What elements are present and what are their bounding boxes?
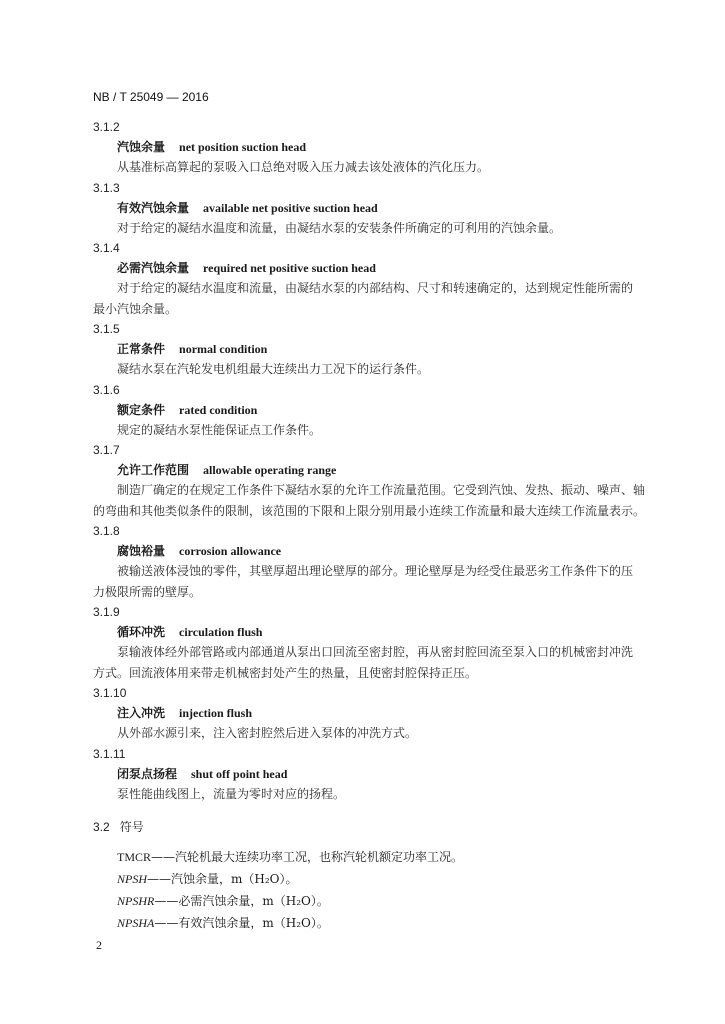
term-chinese: 注入冲洗 — [117, 706, 166, 720]
term-english: injection flush — [179, 706, 253, 720]
clause-number: 3.1.6 — [93, 382, 120, 397]
term-entry — [93, 380, 673, 441]
term-chinese: 允许工作范围 — [117, 463, 190, 477]
term-entry — [93, 440, 673, 521]
term-entry — [93, 521, 673, 602]
term-title — [93, 198, 673, 218]
definition-line: 的弯曲和其他类似条件的限制，该范围的下限和上限分别用最小连续工作流量和最大连续工作流量表示。 — [93, 503, 646, 518]
term-title — [93, 622, 673, 642]
term-entry — [93, 683, 673, 744]
definition-line: 对于给定的凝结水温度和流量，由凝结水泵的内部结构、尺寸和转速确定的，达到规定性能所需的 — [117, 281, 634, 295]
term-entry — [93, 602, 673, 683]
section-title: 符号 — [119, 820, 144, 834]
term-definition — [93, 480, 673, 521]
term-english: circulation flush — [179, 625, 263, 639]
clause-number: 3.1.8 — [93, 524, 120, 538]
symbol-abbreviation: NPSHA — [117, 916, 155, 930]
symbol-item — [117, 912, 677, 934]
definition-line: 最小汽蚀余量。 — [93, 301, 178, 316]
clause-number: 3.1.7 — [93, 443, 120, 457]
term-title — [93, 703, 673, 723]
symbol-abbreviation: TMCR — [117, 850, 152, 864]
term-definition — [93, 642, 673, 683]
symbol-description: ——必需汽蚀余量，m（H₂O）。 — [154, 894, 329, 908]
definition-line: 泵性能曲线图上，流量为零时对应的扬程。 — [117, 786, 346, 801]
term-english: available net positive suction head — [203, 200, 378, 215]
clause-number: 3.1.4 — [93, 241, 120, 255]
term-title — [93, 137, 673, 157]
symbol-item — [117, 890, 677, 912]
symbol-abbreviation: NPSH — [117, 872, 147, 886]
clause-number: 3.1.5 — [93, 322, 120, 336]
term-title — [93, 339, 673, 359]
definition-line: 泵输液体经外部管路或内部通道从泵出口回流至密封腔，再从密封腔回流至泵入口的机械密封冲洗 — [117, 645, 634, 659]
symbol-item — [117, 868, 677, 890]
term-definition — [93, 157, 673, 178]
definition-line: 凝结水泵在汽轮发电机组最大连续出力工况下的运行条件。 — [117, 362, 430, 376]
term-title — [93, 541, 673, 561]
term-title — [93, 258, 673, 278]
definition-line: 规定的凝结水泵性能保证点工作条件。 — [117, 422, 322, 437]
standard-number-header: NB / T 25049 — 2016 — [93, 90, 209, 104]
term-definition — [93, 561, 673, 602]
term-title — [93, 460, 673, 480]
section-number: 3.2 — [93, 820, 110, 834]
term-english: required net positive suction head — [203, 261, 376, 275]
section-heading — [93, 818, 144, 835]
symbol-description: ——汽轮机最大连续功率工况，也称汽轮机额定功率工况。 — [151, 850, 464, 864]
symbol-abbreviation: NPSHR — [117, 894, 155, 908]
term-definition — [93, 278, 673, 319]
definition-line: 方式。回流液体用来带走机械密封处产生的热量，且使密封腔保持正压。 — [93, 665, 478, 680]
term-definition — [93, 420, 673, 441]
definition-line: 力极限所需的壁厚。 — [93, 584, 202, 599]
term-entry — [93, 117, 673, 178]
definition-line: 制造厂确定的在规定工作条件下凝结水泵的允许工作流量范围。它受到汽蚀、发热、振动、噪声、轴 — [117, 483, 646, 497]
term-definition — [93, 218, 673, 239]
term-entry — [93, 319, 673, 380]
clause-number: 3.1.11 — [93, 746, 126, 761]
term-entry — [93, 744, 673, 805]
clause-number: 3.1.3 — [93, 180, 120, 195]
clause-number: 3.1.10 — [93, 686, 127, 700]
definition-line: 被输送液体浸蚀的零件，其壁厚超出理论壁厚的部分。理论壁厚是为经受住最恶劣工作条件下的压 — [117, 564, 634, 578]
clause-number: 3.1.9 — [93, 605, 120, 619]
term-english: corrosion allowance — [179, 544, 282, 558]
symbol-item — [117, 846, 677, 868]
page-number: 2 — [96, 938, 102, 952]
term-english: shut off point head — [191, 766, 288, 781]
term-entry — [93, 178, 673, 239]
definition-line: 从外部水源引来，注入密封腔然后进入泵体的冲洗方式。 — [117, 726, 418, 740]
term-english: allowable operating range — [203, 463, 337, 477]
term-chinese: 额定条件 — [117, 402, 166, 417]
term-chinese: 有效汽蚀余量 — [117, 200, 190, 215]
term-definition — [93, 784, 673, 805]
clause-number: 3.1.2 — [93, 120, 120, 134]
term-english: net position suction head — [179, 140, 307, 154]
term-english: normal condition — [179, 342, 268, 356]
term-title — [93, 400, 673, 420]
term-definitions — [93, 117, 673, 804]
definition-line: 对于给定的凝结水温度和流量，由凝结水泵的安装条件所确定的可利用的汽蚀余量。 — [117, 220, 562, 235]
term-title — [93, 764, 673, 784]
term-chinese: 正常条件 — [117, 342, 166, 356]
definition-line: 从基准标高算起的泵吸入口总绝对吸入压力减去该处液体的汽化压力。 — [117, 160, 490, 174]
symbol-description: ——汽蚀余量，m（H₂O）。 — [147, 872, 298, 886]
term-definition — [93, 359, 673, 380]
term-chinese: 必需汽蚀余量 — [117, 261, 190, 275]
term-entry — [93, 238, 673, 319]
term-chinese: 汽蚀余量 — [117, 140, 166, 154]
symbol-description: ——有效汽蚀余量，m（H₂O）。 — [154, 916, 329, 930]
term-definition — [93, 723, 673, 744]
term-english: rated condition — [179, 402, 258, 417]
term-chinese: 闭泵点扬程 — [117, 766, 178, 781]
term-chinese: 循环冲洗 — [117, 625, 166, 639]
term-chinese: 腐蚀裕量 — [117, 544, 166, 558]
symbol-list — [117, 846, 677, 934]
